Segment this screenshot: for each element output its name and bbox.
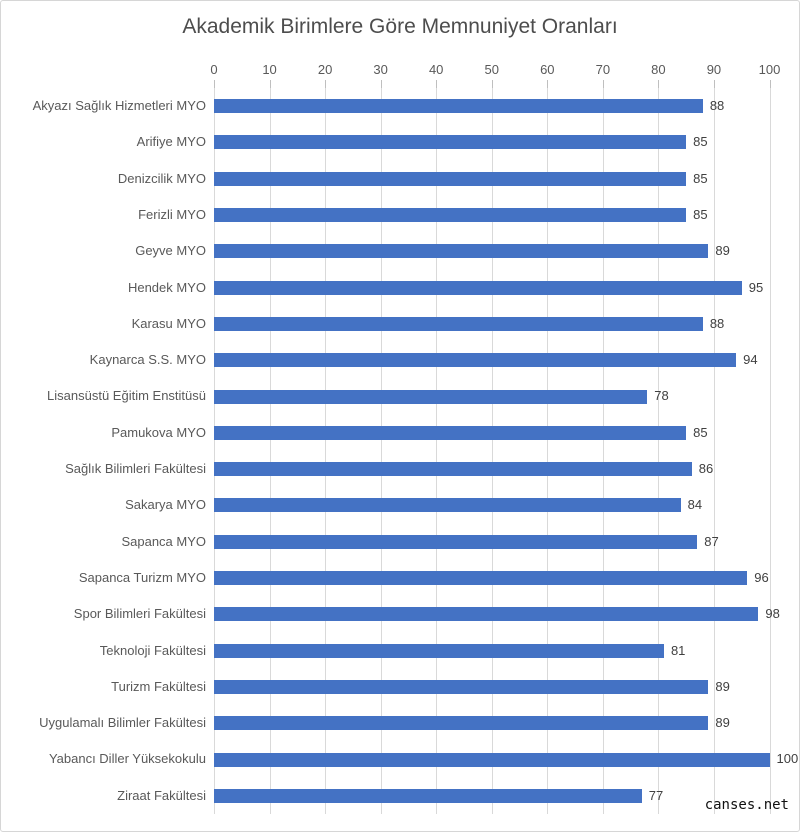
value-label: 85 xyxy=(693,424,708,440)
x-axis-tick-mark xyxy=(492,80,493,88)
watermark: canses.net xyxy=(704,797,789,813)
x-axis-tick-label: 20 xyxy=(317,62,333,77)
value-label: 85 xyxy=(693,170,708,186)
x-axis-tick-mark xyxy=(325,80,326,88)
category-label: Ferizli MYO xyxy=(138,206,206,222)
value-label: 78 xyxy=(654,388,669,404)
gridline xyxy=(770,88,771,814)
bar xyxy=(214,390,647,404)
category-label: Sakarya MYO xyxy=(125,497,206,513)
gridline xyxy=(658,88,659,814)
gridline xyxy=(214,88,215,814)
bar xyxy=(214,281,742,295)
bar xyxy=(214,208,686,222)
value-label: 77 xyxy=(648,787,664,803)
bar xyxy=(214,244,708,258)
category-label: Kaynarca S.S. MYO xyxy=(89,352,206,368)
value-label: 84 xyxy=(687,497,703,513)
bar xyxy=(214,607,758,621)
bar xyxy=(214,135,686,149)
bar xyxy=(214,462,692,476)
x-axis-tick-label: 70 xyxy=(595,62,611,77)
bar xyxy=(214,716,708,730)
category-label: Lisansüstü Eğitim Enstitüsü xyxy=(47,388,206,404)
x-axis-tick-mark xyxy=(214,80,215,88)
category-label: Sağlık Bilimleri Fakültesi xyxy=(65,461,206,476)
category-label: Geyve MYO xyxy=(135,243,206,259)
x-axis-tick-label: 80 xyxy=(651,62,666,77)
category-label: Arifiye MYO xyxy=(136,134,206,150)
category-label: Sapanca MYO xyxy=(121,533,206,549)
value-label: 87 xyxy=(704,533,719,549)
category-label: Turizm Fakültesi xyxy=(111,678,206,694)
x-axis-tick-label: 60 xyxy=(540,62,555,77)
category-label: Uygulamalı Bilimler Fakültesi xyxy=(39,715,206,731)
category-label: Teknoloji Fakültesi xyxy=(99,642,206,658)
category-label: Spor Bilimleri Fakültesi xyxy=(73,606,206,622)
category-label: Yabancı Diller Yüksekokulu xyxy=(48,751,206,767)
value-label: 86 xyxy=(698,461,714,476)
chart-title: Akademik Birimlere Göre Memnuniyet Oranları xyxy=(182,15,618,38)
value-label: 89 xyxy=(715,678,730,694)
x-axis-tick-label: 40 xyxy=(428,62,444,77)
bar xyxy=(214,789,642,803)
gridline xyxy=(325,88,326,814)
value-label: 95 xyxy=(748,279,764,295)
bar xyxy=(214,571,747,585)
value-label: 88 xyxy=(709,315,725,331)
x-axis-tick-mark xyxy=(603,80,604,88)
x-axis-tick-label: 30 xyxy=(373,62,388,77)
value-label: 81 xyxy=(670,642,686,658)
x-axis-tick-label: 0 xyxy=(210,62,218,77)
x-axis-tick-label: 90 xyxy=(706,62,722,77)
bar xyxy=(214,498,681,512)
value-label: 85 xyxy=(693,134,708,150)
category-label: Sapanca Turizm MYO xyxy=(78,569,206,585)
value-label: 100 xyxy=(776,751,799,767)
x-axis-tick-mark xyxy=(270,80,271,88)
gridline xyxy=(492,88,493,814)
bar xyxy=(214,172,686,186)
x-axis-tick-label: 100 xyxy=(758,62,781,77)
bar xyxy=(214,99,703,113)
category-label: Akyazı Sağlık Hizmetleri MYO xyxy=(32,98,206,113)
category-label: Pamukova MYO xyxy=(111,424,206,440)
x-axis-tick-mark xyxy=(436,80,437,88)
bar xyxy=(214,680,708,694)
gridline xyxy=(381,88,382,814)
bar xyxy=(214,535,697,549)
category-label: Ziraat Fakültesi xyxy=(117,787,206,803)
value-label: 98 xyxy=(765,606,780,622)
x-axis-tick-mark xyxy=(547,80,548,88)
bar xyxy=(214,753,770,767)
x-axis-tick-mark xyxy=(714,80,715,88)
x-axis-tick-label: 10 xyxy=(262,62,277,77)
x-axis-tick-mark xyxy=(381,80,382,88)
value-label: 88 xyxy=(709,98,725,113)
gridline xyxy=(436,88,437,814)
x-axis-tick-label: 50 xyxy=(484,62,499,77)
x-axis-tick-mark xyxy=(658,80,659,88)
value-label: 85 xyxy=(693,206,708,222)
x-axis-tick-mark xyxy=(770,80,771,88)
value-label: 89 xyxy=(715,715,730,731)
bar xyxy=(214,644,664,658)
category-label: Hendek MYO xyxy=(127,279,206,295)
bar xyxy=(214,353,736,367)
category-label: Karasu MYO xyxy=(131,315,206,331)
gridline xyxy=(547,88,548,814)
gridline xyxy=(603,88,604,814)
value-label: 94 xyxy=(743,352,758,368)
value-label: 89 xyxy=(715,243,730,259)
category-label: Denizcilik MYO xyxy=(117,170,206,186)
value-label: 96 xyxy=(754,569,769,585)
bar xyxy=(214,317,703,331)
gridline xyxy=(270,88,271,814)
bar xyxy=(214,426,686,440)
